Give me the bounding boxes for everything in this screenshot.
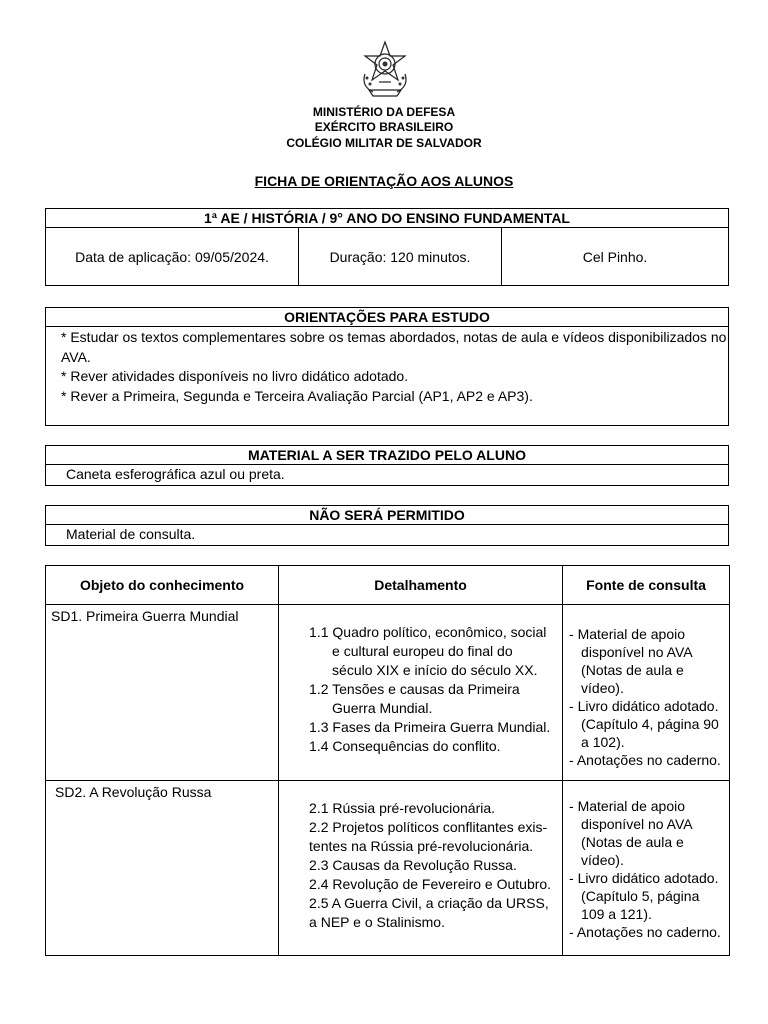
material-box bbox=[45, 445, 729, 486]
coat-of-arms-icon bbox=[359, 40, 411, 98]
source-item: - Livro didático adotado. (Capítulo 5, página 109 a 121). bbox=[569, 870, 719, 922]
source-item: - Material de apoio disponível no AVA (Notas de aula e vídeo). bbox=[569, 798, 692, 868]
study-item: * Rever a Primeira, Segunda e Terceira Avaliação Parcial (AP1, AP2 e AP3). bbox=[61, 387, 533, 404]
object-cell: SD2. A Revolução Russa bbox=[55, 784, 212, 800]
forbidden-box bbox=[45, 505, 729, 546]
detail-item: 2.5 A Guerra Civil, a criação da URSS, a NEP e o Stalinismo. bbox=[309, 895, 549, 930]
detail-item: 2.2 Projetos políticos conflitantes exis-tentes na Rússia pré-revolucionária. bbox=[309, 819, 548, 854]
detail-item: 1.3 Fases da Primeira Guerra Mundial. bbox=[309, 719, 551, 735]
sources-list bbox=[563, 605, 729, 769]
object-cell: SD1. Primeira Guerra Mundial bbox=[51, 608, 239, 624]
content-table bbox=[45, 565, 730, 956]
table-row bbox=[46, 605, 730, 781]
source-item: - Material de apoio disponível no AVA (Notas de aula e vídeo). bbox=[569, 626, 692, 696]
study-guidance-box bbox=[45, 307, 729, 426]
detail-item: 1.4 Consequências do conflito. bbox=[309, 738, 501, 754]
exam-info-box bbox=[45, 208, 729, 286]
material-text: Caneta esferográfica azul ou preta. bbox=[66, 466, 285, 482]
header-sources: Fonte de consulta bbox=[563, 566, 730, 605]
army-name: EXÉRCITO BRASILEIRO bbox=[314, 120, 454, 134]
exam-heading: 1ª AE / HISTÓRIA / 9° ANO DO ENSINO FUNDAMENTAL bbox=[46, 209, 728, 228]
details-list bbox=[279, 605, 562, 756]
header-details: Detalhamento bbox=[279, 566, 563, 605]
forbidden-text: Material de consulta. bbox=[66, 526, 196, 542]
table-row bbox=[46, 781, 730, 956]
detail-item: 2.3 Causas da Revolução Russa. bbox=[309, 857, 517, 873]
details-list bbox=[279, 781, 562, 932]
exam-duration: Duração: 120 minutos. bbox=[299, 228, 502, 285]
exam-teacher: Cel Pinho. bbox=[582, 248, 648, 265]
detail-item: 2.1 Rússia pré-revolucionária. bbox=[309, 800, 496, 816]
school-name: COLÉGIO MILITAR DE SALVADOR bbox=[286, 136, 482, 150]
source-item: - Livro didático adotado. (Capítulo 4, página 90 a 102). bbox=[569, 698, 719, 750]
study-item: * Rever atividades disponíveis no livro didático adotado. bbox=[61, 368, 409, 384]
detail-item: 1.2 Tensões e causas da Primeira Guerra Mundial. bbox=[309, 681, 520, 716]
ministry-name: MINISTÉRIO DA DEFESA bbox=[312, 105, 456, 119]
source-item: - Anotações no caderno. bbox=[569, 752, 721, 768]
study-heading: ORIENTAÇÕES PARA ESTUDO bbox=[46, 308, 728, 327]
detail-item: 2.4 Revolução de Fevereiro e Outubro. bbox=[309, 876, 552, 892]
study-item: * Estudar os textos complementares sobre os temas abordados, notas de aula e vídeos disponibilizados no AVA. bbox=[61, 329, 727, 365]
material-heading: MATERIAL A SER TRAZIDO PELO ALUNO bbox=[46, 446, 728, 465]
detail-item: 1.1 Quadro político, econômico, social e cultural europeu do final do século XIX e início do século XX. bbox=[309, 624, 547, 678]
header-object: Objeto do conhecimento bbox=[46, 566, 279, 605]
forbidden-heading: NÃO SERÁ PERMITIDO bbox=[46, 506, 728, 525]
exam-date: Data de aplicação: 09/05/2024. bbox=[46, 228, 299, 285]
source-item: - Anotações no caderno. bbox=[569, 924, 721, 940]
document-title: FICHA DE ORIENTAÇÃO AOS ALUNOS bbox=[254, 173, 514, 189]
sources-list bbox=[563, 781, 729, 941]
table-header-row bbox=[46, 566, 730, 605]
